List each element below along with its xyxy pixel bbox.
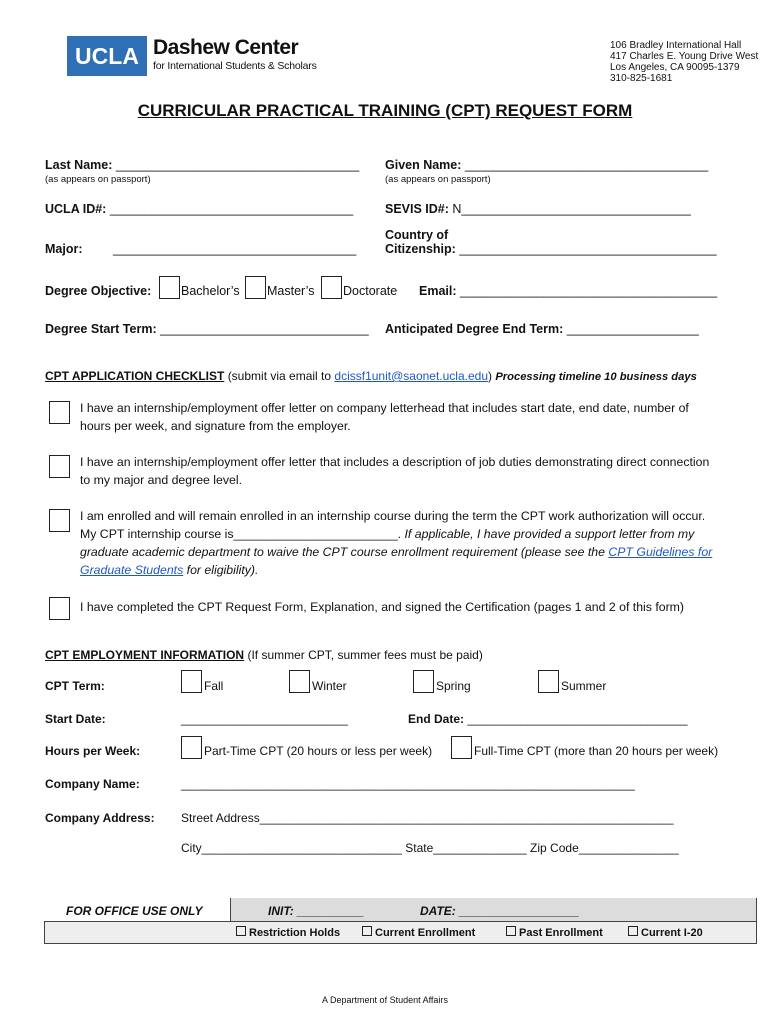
last-name-field[interactable] bbox=[45, 158, 359, 172]
full-time-checkbox[interactable] bbox=[451, 736, 472, 759]
ucla-id-field[interactable] bbox=[45, 202, 353, 216]
graduate-students-link[interactable]: Graduate Students bbox=[80, 563, 184, 577]
street-address-line[interactable]: ______________________________________________________________ bbox=[259, 811, 674, 825]
ucla-logo: UCLA bbox=[67, 36, 147, 76]
spring-checkbox[interactable] bbox=[413, 670, 434, 693]
degree-start-term-label: Degree Start Term: bbox=[45, 322, 157, 336]
full-time-option: Full-Time CPT (more than 20 hours per week) bbox=[474, 744, 719, 758]
degree-end-term-line[interactable]: ___________________ bbox=[566, 322, 699, 336]
checklist-item-3-checkbox[interactable] bbox=[49, 509, 70, 532]
ucla-id-label: UCLA ID#: bbox=[45, 202, 107, 216]
email-field[interactable] bbox=[419, 284, 717, 298]
checklist-item-2-line-2: to my major and degree level. bbox=[80, 473, 242, 487]
address-line-4: 310-825-1681 bbox=[610, 73, 673, 84]
degree-start-term-line[interactable]: ______________________________ bbox=[160, 322, 369, 336]
start-date-label: Start Date: bbox=[45, 712, 106, 726]
email-label: Email: bbox=[419, 284, 457, 298]
part-time-checkbox[interactable] bbox=[181, 736, 202, 759]
country-field[interactable] bbox=[385, 242, 717, 256]
street-address-label: Street Address bbox=[181, 811, 260, 825]
restriction-holds-option[interactable] bbox=[236, 926, 340, 939]
submit-email-link[interactable]: dcissf1unit@saonet.ucla.edu bbox=[334, 369, 488, 383]
fall-checkbox[interactable] bbox=[181, 670, 202, 693]
email-line[interactable]: _____________________________________ bbox=[460, 284, 718, 298]
employment-heading-row bbox=[45, 648, 483, 662]
center-name: Dashew Center bbox=[153, 36, 299, 59]
sevis-id-field[interactable] bbox=[385, 202, 691, 216]
sevis-prefix: N bbox=[452, 202, 462, 216]
zip-line[interactable]: _______________ bbox=[578, 841, 679, 855]
checklist-item-1-checkbox[interactable] bbox=[49, 401, 70, 424]
bachelors-checkbox[interactable] bbox=[159, 276, 180, 299]
current-enrollment-label: Current Enrollment bbox=[375, 927, 476, 939]
term-winter: Winter bbox=[312, 679, 347, 693]
checklist-item-3-line-3 bbox=[80, 543, 712, 561]
degree-objective-label: Degree Objective: bbox=[45, 284, 152, 298]
past-enrollment-label: Past Enrollment bbox=[519, 927, 603, 939]
checklist-item-2 bbox=[80, 453, 709, 489]
passport-note-left: (as appears on passport) bbox=[45, 174, 151, 185]
office-use-title: FOR OFFICE USE ONLY bbox=[66, 904, 203, 918]
processing-timeline: Processing timeline 10 business days bbox=[495, 371, 697, 383]
hours-per-week-label: Hours per Week: bbox=[45, 744, 141, 758]
company-name-label: Company Name: bbox=[45, 777, 140, 791]
employment-heading-note: (If summer CPT, summer fees must be paid) bbox=[244, 648, 483, 662]
checklist-item-2-line-1: I have an internship/employment offer letter that includes a description of job duties demonstrating direct connection bbox=[80, 455, 710, 469]
checklist-heading-row bbox=[45, 369, 697, 383]
submit-prefix: (submit via email to bbox=[227, 369, 335, 383]
country-label-1: Country of bbox=[385, 228, 449, 242]
checklist-item-4 bbox=[80, 598, 684, 616]
major-line[interactable]: ___________________________________ bbox=[113, 242, 357, 256]
given-name-label: Given Name: bbox=[385, 158, 462, 172]
checklist-item-4-text: I have completed the CPT Request Form, Explanation, and signed the Certification (pages 1 and 2 of this form) bbox=[80, 600, 685, 614]
office-date-field[interactable] bbox=[420, 904, 579, 918]
submit-suffix: ) bbox=[488, 369, 492, 383]
term-fall: Fall bbox=[204, 679, 224, 693]
end-date-line[interactable]: _________________________________ bbox=[467, 712, 688, 726]
employment-heading: CPT EMPLOYMENT INFORMATION bbox=[45, 648, 245, 662]
masters-checkbox[interactable] bbox=[245, 276, 266, 299]
checklist-item-1-line-1: I have an internship/employment offer letter on company letterhead that includes start date, end date, number of bbox=[80, 401, 689, 415]
doctorate-option: Doctorate bbox=[343, 284, 398, 298]
checklist-item-4-checkbox[interactable] bbox=[49, 597, 70, 620]
checklist-item-3-line-4 bbox=[80, 561, 712, 579]
checklist-item-2-checkbox[interactable] bbox=[49, 455, 70, 478]
office-init-label: INIT: bbox=[268, 904, 294, 918]
cpt-term-label: CPT Term: bbox=[45, 679, 105, 693]
center-subtitle: for International Students & Scholars bbox=[153, 60, 317, 72]
address-line-1: 106 Bradley International Hall bbox=[610, 40, 742, 51]
checklist-item-1 bbox=[80, 399, 689, 435]
office-init-field[interactable] bbox=[268, 904, 364, 918]
degree-end-term-label: Anticipated Degree End Term: bbox=[385, 322, 564, 336]
cpt-guidelines-link[interactable]: CPT Guidelines for bbox=[608, 545, 713, 559]
last-name-line[interactable]: ___________________________________ bbox=[115, 158, 360, 172]
term-spring: Spring bbox=[436, 679, 471, 693]
masters-option: Master’s bbox=[267, 284, 315, 298]
zip-label: Zip Code bbox=[530, 841, 579, 855]
current-enrollment-checkbox[interactable] bbox=[362, 926, 372, 936]
city-state-zip-row[interactable] bbox=[181, 841, 679, 855]
restriction-holds-checkbox[interactable] bbox=[236, 926, 246, 936]
degree-start-term-field[interactable] bbox=[45, 322, 369, 336]
last-name-label: Last Name: bbox=[45, 158, 113, 172]
given-name-field[interactable] bbox=[385, 158, 708, 172]
past-enrollment-checkbox[interactable] bbox=[506, 926, 516, 936]
page-title: CURRICULAR PRACTICAL TRAINING (CPT) REQUEST FORM bbox=[137, 101, 633, 120]
part-time-option: Part-Time CPT (20 hours or less per week) bbox=[204, 744, 433, 758]
past-enrollment-option[interactable] bbox=[506, 926, 603, 939]
ucla-id-line[interactable]: ___________________________________ bbox=[109, 202, 354, 216]
city-line[interactable]: ______________________________ bbox=[201, 841, 402, 855]
end-date-label: End Date: bbox=[408, 712, 465, 726]
winter-checkbox[interactable] bbox=[289, 670, 310, 693]
country-label-2: Citizenship: bbox=[385, 242, 456, 256]
current-enrollment-option[interactable] bbox=[362, 926, 475, 939]
address-line-2: 417 Charles E. Young Drive West bbox=[610, 51, 759, 62]
given-name-line[interactable]: ___________________________________ bbox=[464, 158, 709, 172]
end-date-field[interactable] bbox=[408, 712, 688, 726]
current-i20-option[interactable] bbox=[628, 926, 703, 939]
footer-text: A Department of Student Affairs bbox=[322, 995, 448, 1005]
bachelors-option: Bachelor’s bbox=[181, 284, 240, 298]
passport-note-right: (as appears on passport) bbox=[385, 174, 491, 185]
sevis-id-label: SEVIS ID#: bbox=[385, 202, 449, 216]
country-line[interactable]: _____________________________________ bbox=[459, 242, 717, 256]
checklist-item-3-line-2 bbox=[80, 525, 712, 543]
major-label: Major: bbox=[45, 242, 83, 256]
current-i20-label: Current I-20 bbox=[641, 927, 703, 939]
checklist-item-3-line-1: I am enrolled and will remain enrolled in an internship course during the term the CPT work authorization will occur. bbox=[80, 509, 706, 523]
city-label: City bbox=[181, 841, 202, 855]
restriction-holds-label: Restriction Holds bbox=[249, 927, 341, 939]
company-name-line[interactable]: ____________________________________________________________________ bbox=[181, 777, 635, 791]
address-line-3: Los Angeles, CA 90095-1379 bbox=[610, 62, 740, 73]
cpt-course-field[interactable]: My CPT internship course is________________________. bbox=[80, 527, 402, 541]
office-init-line[interactable]: __________ bbox=[297, 904, 364, 918]
street-address-field[interactable] bbox=[181, 811, 674, 825]
term-summer: Summer bbox=[561, 679, 607, 693]
state-label: State bbox=[405, 841, 434, 855]
state-line[interactable]: ______________ bbox=[433, 841, 527, 855]
waive-note: graduate academic department to waive the CPT course enrollment requirement (please see the bbox=[80, 545, 609, 559]
checklist-heading: CPT APPLICATION CHECKLIST bbox=[45, 369, 225, 383]
sevis-id-line[interactable]: _________________________________ bbox=[461, 202, 691, 216]
summer-checkbox[interactable] bbox=[538, 670, 559, 693]
checklist-item-3 bbox=[80, 507, 712, 579]
eligibility-note: for eligibility). bbox=[183, 563, 259, 577]
doctorate-checkbox[interactable] bbox=[321, 276, 342, 299]
start-date-line[interactable]: _________________________ bbox=[181, 712, 348, 726]
office-date-label: DATE: bbox=[420, 904, 456, 918]
degree-end-term-field[interactable] bbox=[385, 322, 699, 336]
current-i20-checkbox[interactable] bbox=[628, 926, 638, 936]
support-letter-note: If applicable, I have provided a support letter from my bbox=[401, 527, 695, 541]
checklist-item-1-line-2: hours per week, and signature from the employer. bbox=[80, 419, 351, 433]
company-address-label: Company Address: bbox=[45, 811, 155, 825]
office-date-line[interactable]: __________________ bbox=[459, 904, 580, 918]
